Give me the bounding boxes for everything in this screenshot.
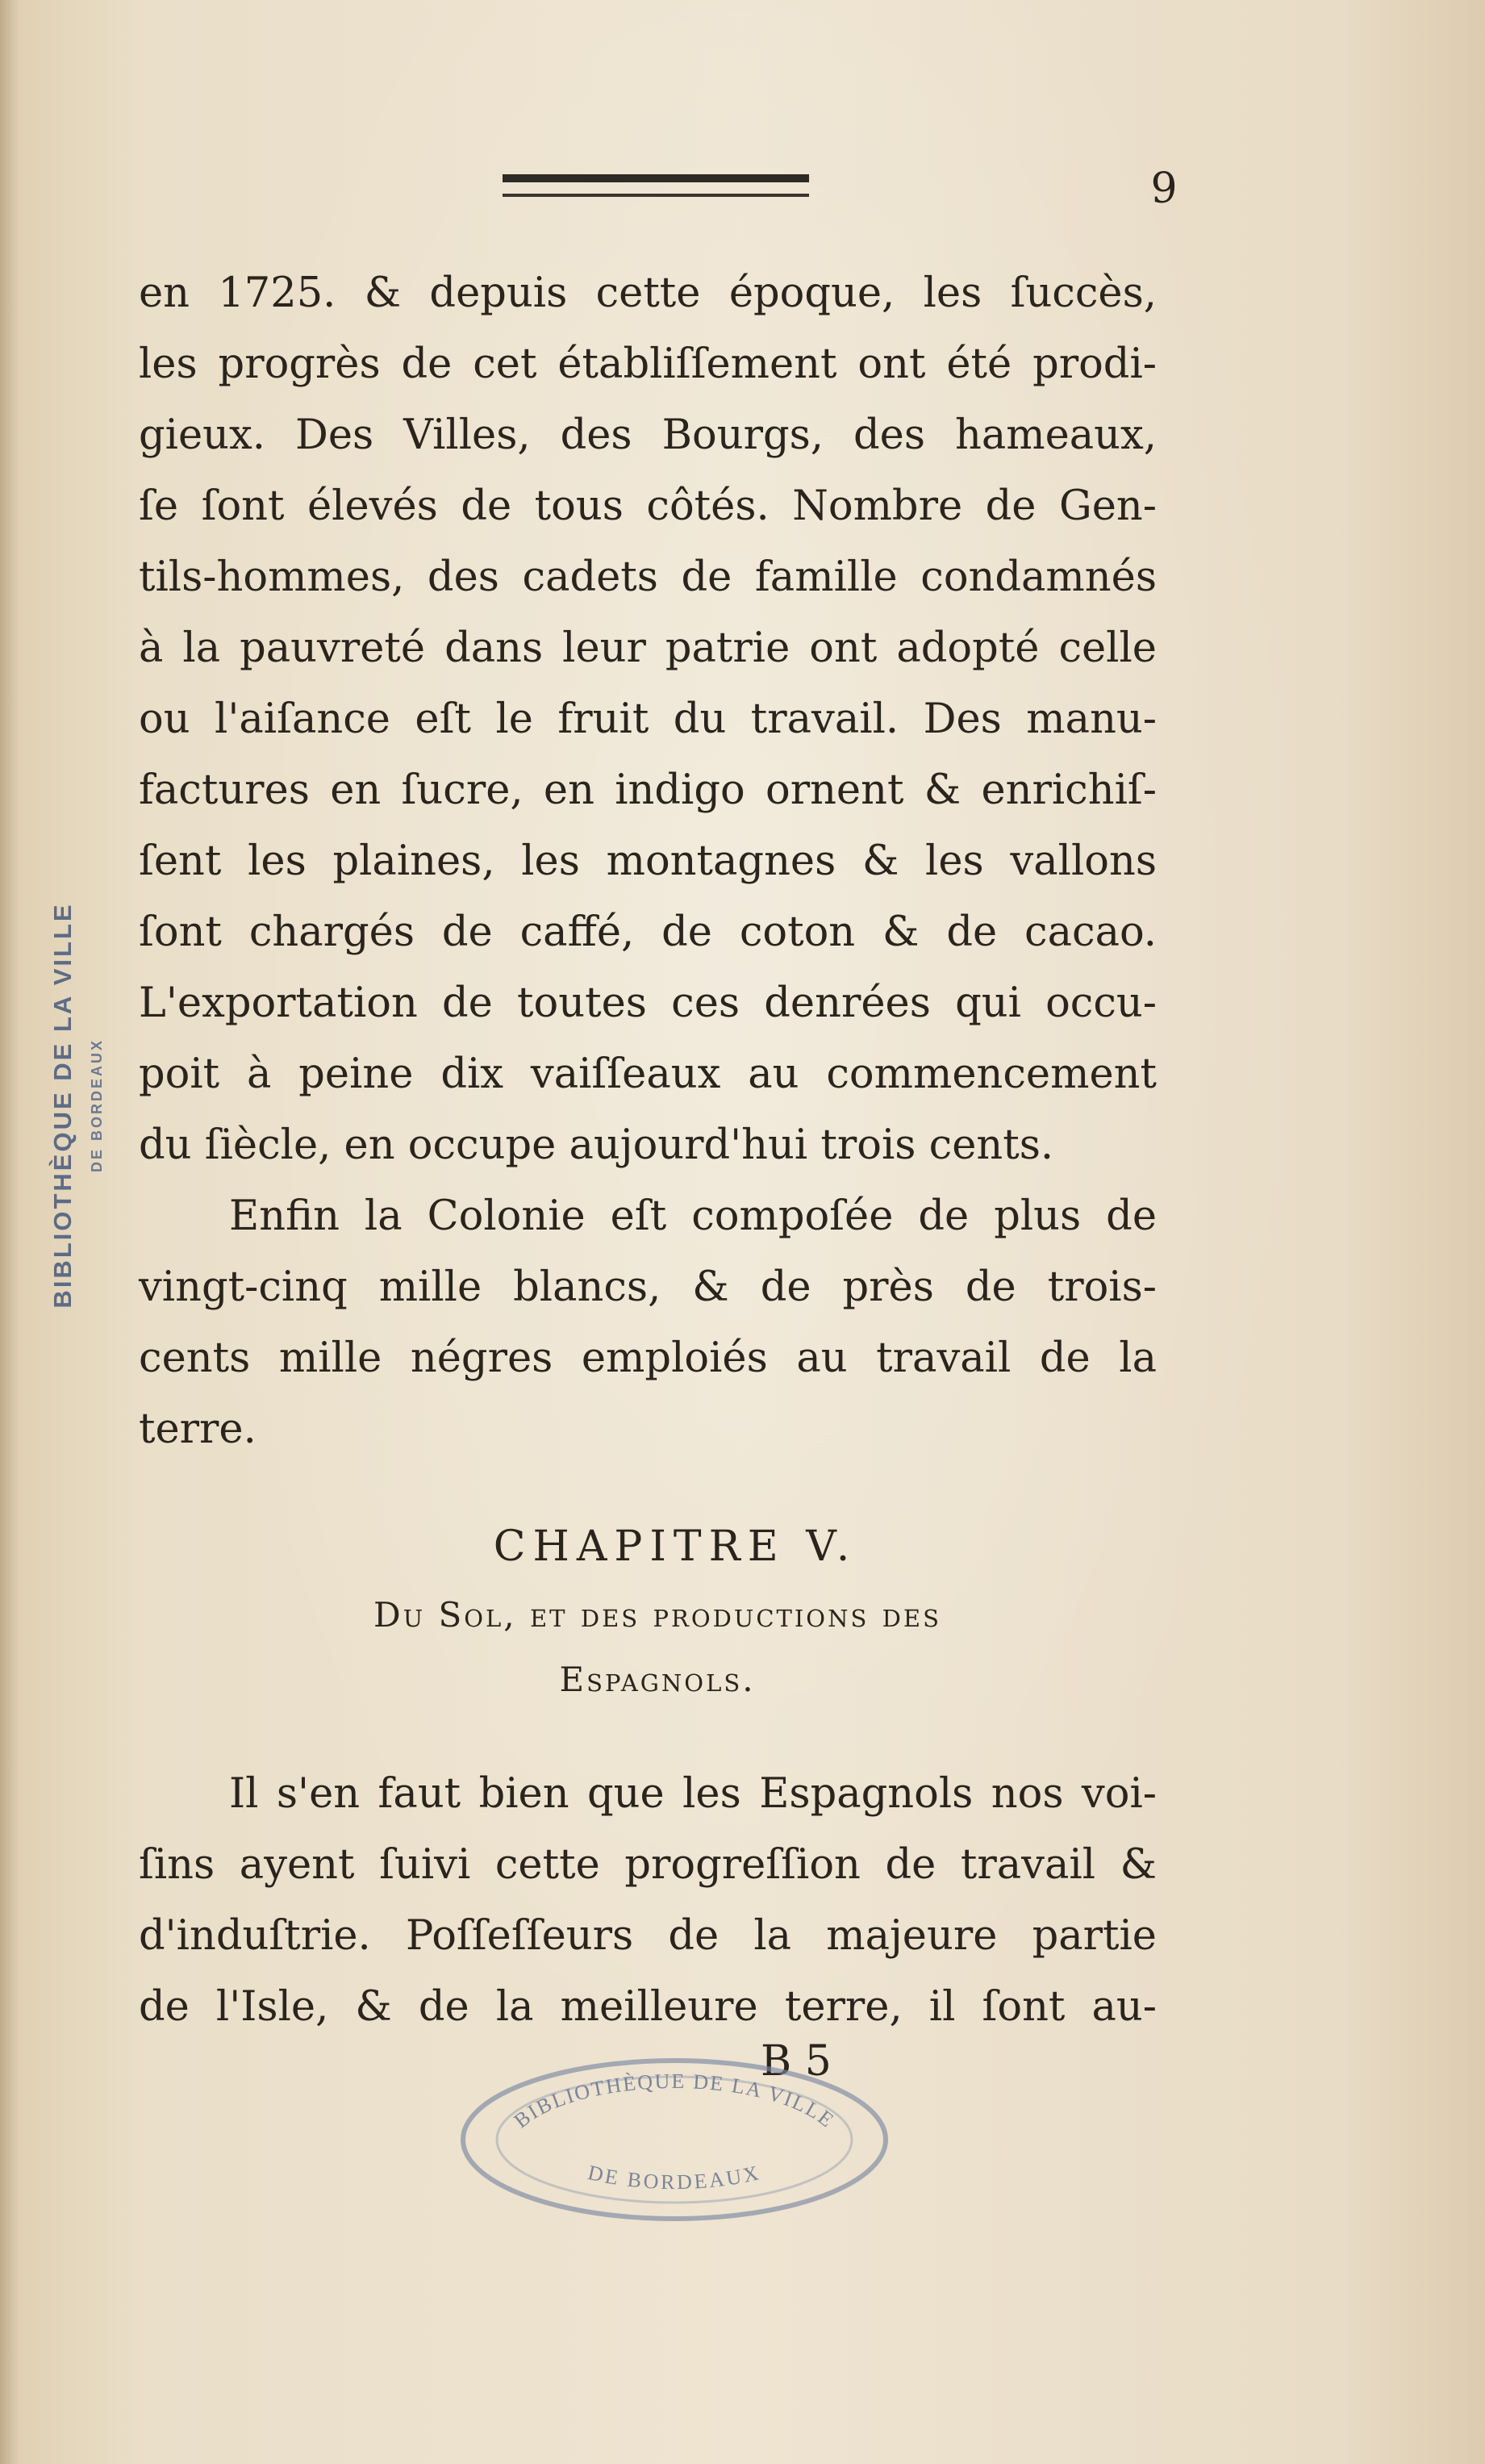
library-side-stamp <box>23 815 119 1396</box>
paragraph-three-line-4: de l'Isle, & de la meilleure terre, il ſont au- <box>139 1983 1157 2031</box>
paragraph-one-line-5: tils-hommes, des cadets de famille condamnés <box>139 553 1157 601</box>
paragraph-one-line-12: poit à peine dix vaiſſeaux au commencement <box>139 1050 1157 1098</box>
paragraph-one-line-4: ſe ſont élevés de tous côtés. Nombre de Gen- <box>139 482 1157 530</box>
paragraph-two-line-4: terre. <box>139 1405 257 1453</box>
stamp-top-text-path: BIBLIOTHÈQUE DE LA VILLE <box>509 2069 840 2133</box>
paragraph-one-line-9: ſent les plaines, les montagnes & les vallons <box>139 837 1157 885</box>
paragraph-one-line-3: gieux. Des Villes, des Bourgs, des hameaux, <box>139 411 1157 459</box>
paragraph-two-line-2: vingt-cinq mille blancs, & de près de trois- <box>139 1263 1157 1311</box>
library-side-stamp-line-2: DE BORDEAUX <box>89 1038 105 1173</box>
paragraph-one-line-8: factures en ſucre, en indigo ornent & enrichiſ- <box>139 766 1157 814</box>
paragraph-three-line-3: d'induſtrie. Poſſeſſeurs de la majeure partie <box>139 1912 1157 1960</box>
library-oval-stamp <box>440 2043 908 2235</box>
paragraph-one-line-1: en 1725. & depuis cette époque, les ſuccès, <box>139 269 1157 317</box>
stamp-top-text <box>510 2069 840 2132</box>
paragraph-one-line-11: L'exportation de toutes ces denrées qui occu- <box>139 979 1157 1027</box>
page-gutter-shadow <box>0 0 19 2464</box>
paragraph-one-line-7: ou l'aiſance eſt le fruit du travail. Des manu- <box>139 695 1157 743</box>
paragraph-three-line-2: ſins ayent ſuivi cette progreſſion de travail & <box>139 1841 1157 1889</box>
paragraph-three <box>139 1759 1157 2043</box>
paragraph-one-line-10: ſont chargés de caffé, de coton & de cacao. <box>139 908 1157 956</box>
paragraph-two-line-1: Enfin la Colonie eſt compoſée de plus de <box>229 1192 1157 1240</box>
stamp-bottom-text <box>586 2161 763 2194</box>
stamp-bottom-text-path: DE BORDEAUX <box>586 2160 763 2195</box>
paragraph-one-line-13: du ſiècle, en occupe aujourd'hui trois cents. <box>139 1121 1054 1169</box>
catchword-signature: B 5 <box>761 2037 832 2086</box>
paragraph-one-line-2: les progrès de cet établiſſement ont été prodi- <box>139 340 1157 388</box>
chapter-subtitle-line-2: Espagnols. <box>559 1660 756 1699</box>
chapter-subtitle-line-1: Du Sol, et des productions des <box>373 1595 941 1635</box>
paragraph-one-line-6: à la pauvreté dans leur patrie ont adopté celle <box>139 624 1157 672</box>
page-number: 9 <box>1150 165 1178 213</box>
chapter-subtitle <box>145 1583 1170 1712</box>
paragraph-two <box>139 1181 1157 1465</box>
library-side-stamp-line-1: BIBLIOTHÈQUE DE LA VILLE <box>48 902 77 1309</box>
paragraph-one <box>139 258 1157 1181</box>
chapter-title: CHAPITRE V. <box>493 1522 857 1571</box>
paragraph-three-line-1: Il s'en faut bien que les Espagnols nos voi- <box>229 1770 1157 1818</box>
paragraph-two-line-3: cents mille négres emploiés au travail de la <box>139 1334 1157 1382</box>
header-rule <box>503 174 809 197</box>
